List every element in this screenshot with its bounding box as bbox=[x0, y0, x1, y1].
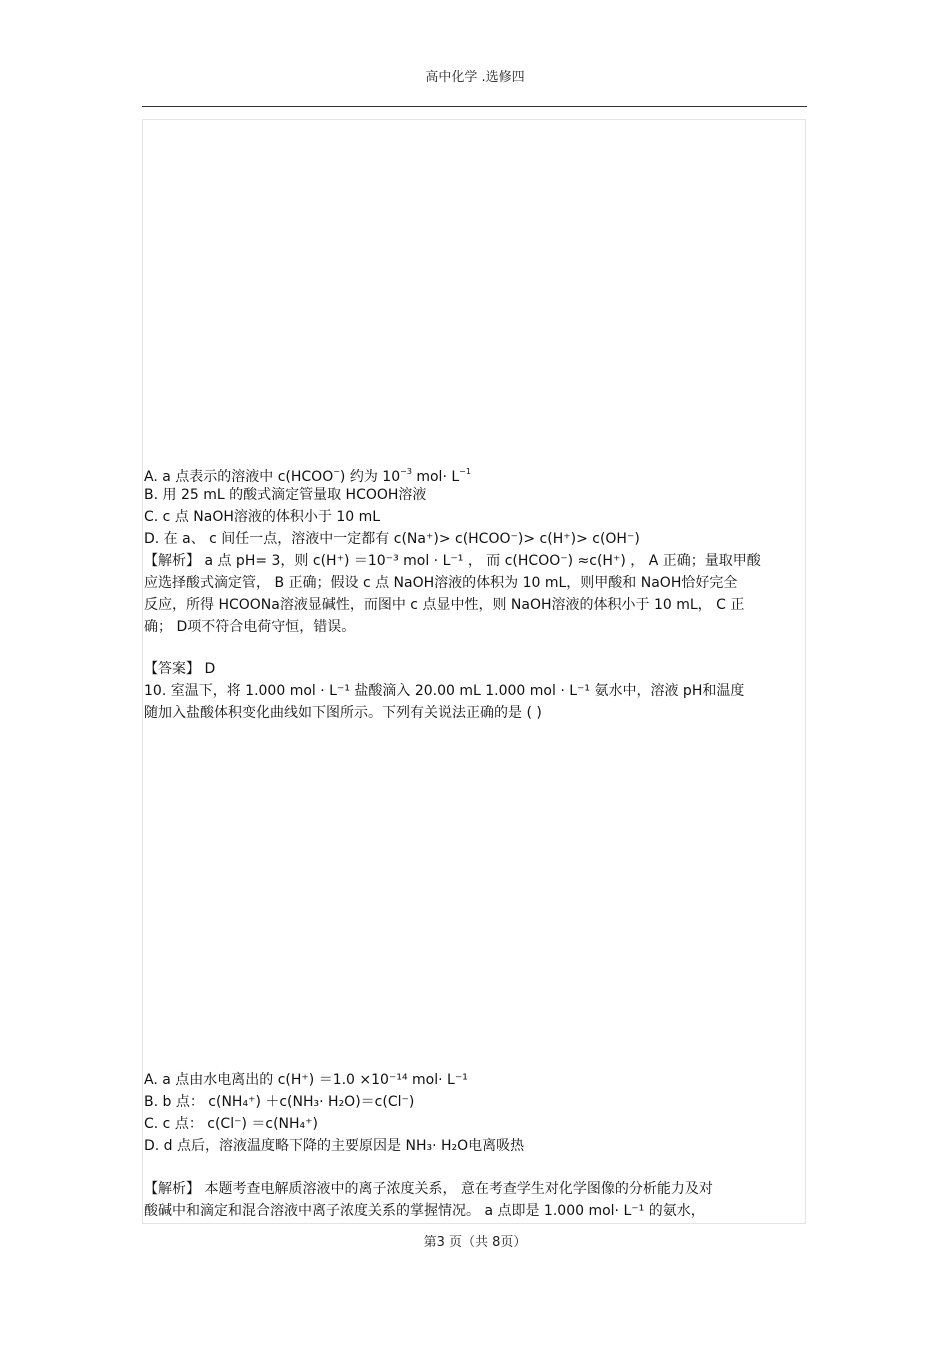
q9-option-a-unit: mol· L bbox=[411, 469, 460, 485]
q9-option-a-mid: ) 约为 10 bbox=[339, 469, 401, 485]
figure-placeholder-q10 bbox=[146, 730, 802, 1060]
q9-option-b: B. 用 25 mL 的酸式滴定管量取 HCOOH溶液 bbox=[144, 487, 427, 503]
q9-option-a-charge: − bbox=[333, 467, 340, 476]
page-footer: 第3 页（共 8页） bbox=[423, 1235, 527, 1250]
q10-stem-line-1: 10. 室温下，将 1.000 mol · L⁻¹ 盐酸滴入 20.00 mL 1.000 mol · L⁻¹ 氨水中，溶液 pH和温度 bbox=[144, 683, 745, 699]
q9-option-a bbox=[144, 463, 471, 486]
q10-option-b: B. b 点： c(NH₄⁺) ＋c(NH₃· H₂O)＝c(Cl⁻) bbox=[144, 1094, 415, 1110]
q10-option-d: D. d 点后，溶液温度略下降的主要原因是 NH₃· H₂O电离吸热 bbox=[144, 1138, 525, 1154]
q9-analysis-line-2: 应选择酸式滴定管， B 正确；假设 c 点 NaOH溶液的体积为 10 mL，则甲酸和 NaOH恰好完全 bbox=[144, 575, 738, 591]
page-header: 高中化学 .选修四 bbox=[425, 70, 525, 85]
q9-analysis-line-4: 确； D项不符合电荷守恒，错误。 bbox=[144, 619, 356, 635]
q9-option-a-text: A. a 点表示的溶液中 c(HCOO bbox=[144, 469, 334, 485]
figure-placeholder-q9 bbox=[146, 124, 802, 454]
q9-option-a-unit-exp: −1 bbox=[459, 467, 471, 476]
q10-stem-line-2: 随加入盐酸体积变化曲线如下图所示。下列有关说法正确的是 ( ) bbox=[144, 705, 542, 721]
q10-analysis-line-1: 【解析】 本题考查电解质溶液中的离子浓度关系， 意在考查学生对化学图像的分析能力及对 bbox=[144, 1181, 713, 1197]
q10-analysis-line-2: 酸碱中和滴定和混合溶液中离子浓度关系的掌握情况。 a 点即是 1.000 mol· L⁻¹ 的氨水， bbox=[144, 1203, 705, 1219]
header-divider bbox=[142, 106, 807, 107]
q9-answer: 【答案】 D bbox=[144, 661, 216, 677]
q9-analysis-line-3: 反应，所得 HCOONa溶液显碱性，而图中 c 点显中性，则 NaOH溶液的体积小于 10 mL， C 正 bbox=[144, 597, 745, 613]
q10-option-a: A. a 点由水电离出的 c(H⁺) ＝1.0 ×10⁻¹⁴ mol· L⁻¹ bbox=[144, 1072, 468, 1088]
q9-option-a-exp: −3 bbox=[400, 467, 412, 476]
q9-option-d: D. 在 a、 c 间任一点，溶液中一定都有 c(Na⁺)> c(HCOO⁻)> c(H⁺)> c(OH⁻) bbox=[144, 531, 640, 547]
q10-option-c: C. c 点： c(Cl⁻) ＝c(NH₄⁺) bbox=[144, 1116, 319, 1132]
q9-option-c: C. c 点 NaOH溶液的体积小于 10 mL bbox=[144, 509, 381, 525]
q9-analysis-line-1: 【解析】 a 点 pH= 3，则 c(H⁺) ＝10⁻³ mol · L⁻¹ ， 而 c(HCOO⁻) ≈c(H⁺) ， A 正确；量取甲酸 bbox=[144, 553, 761, 569]
